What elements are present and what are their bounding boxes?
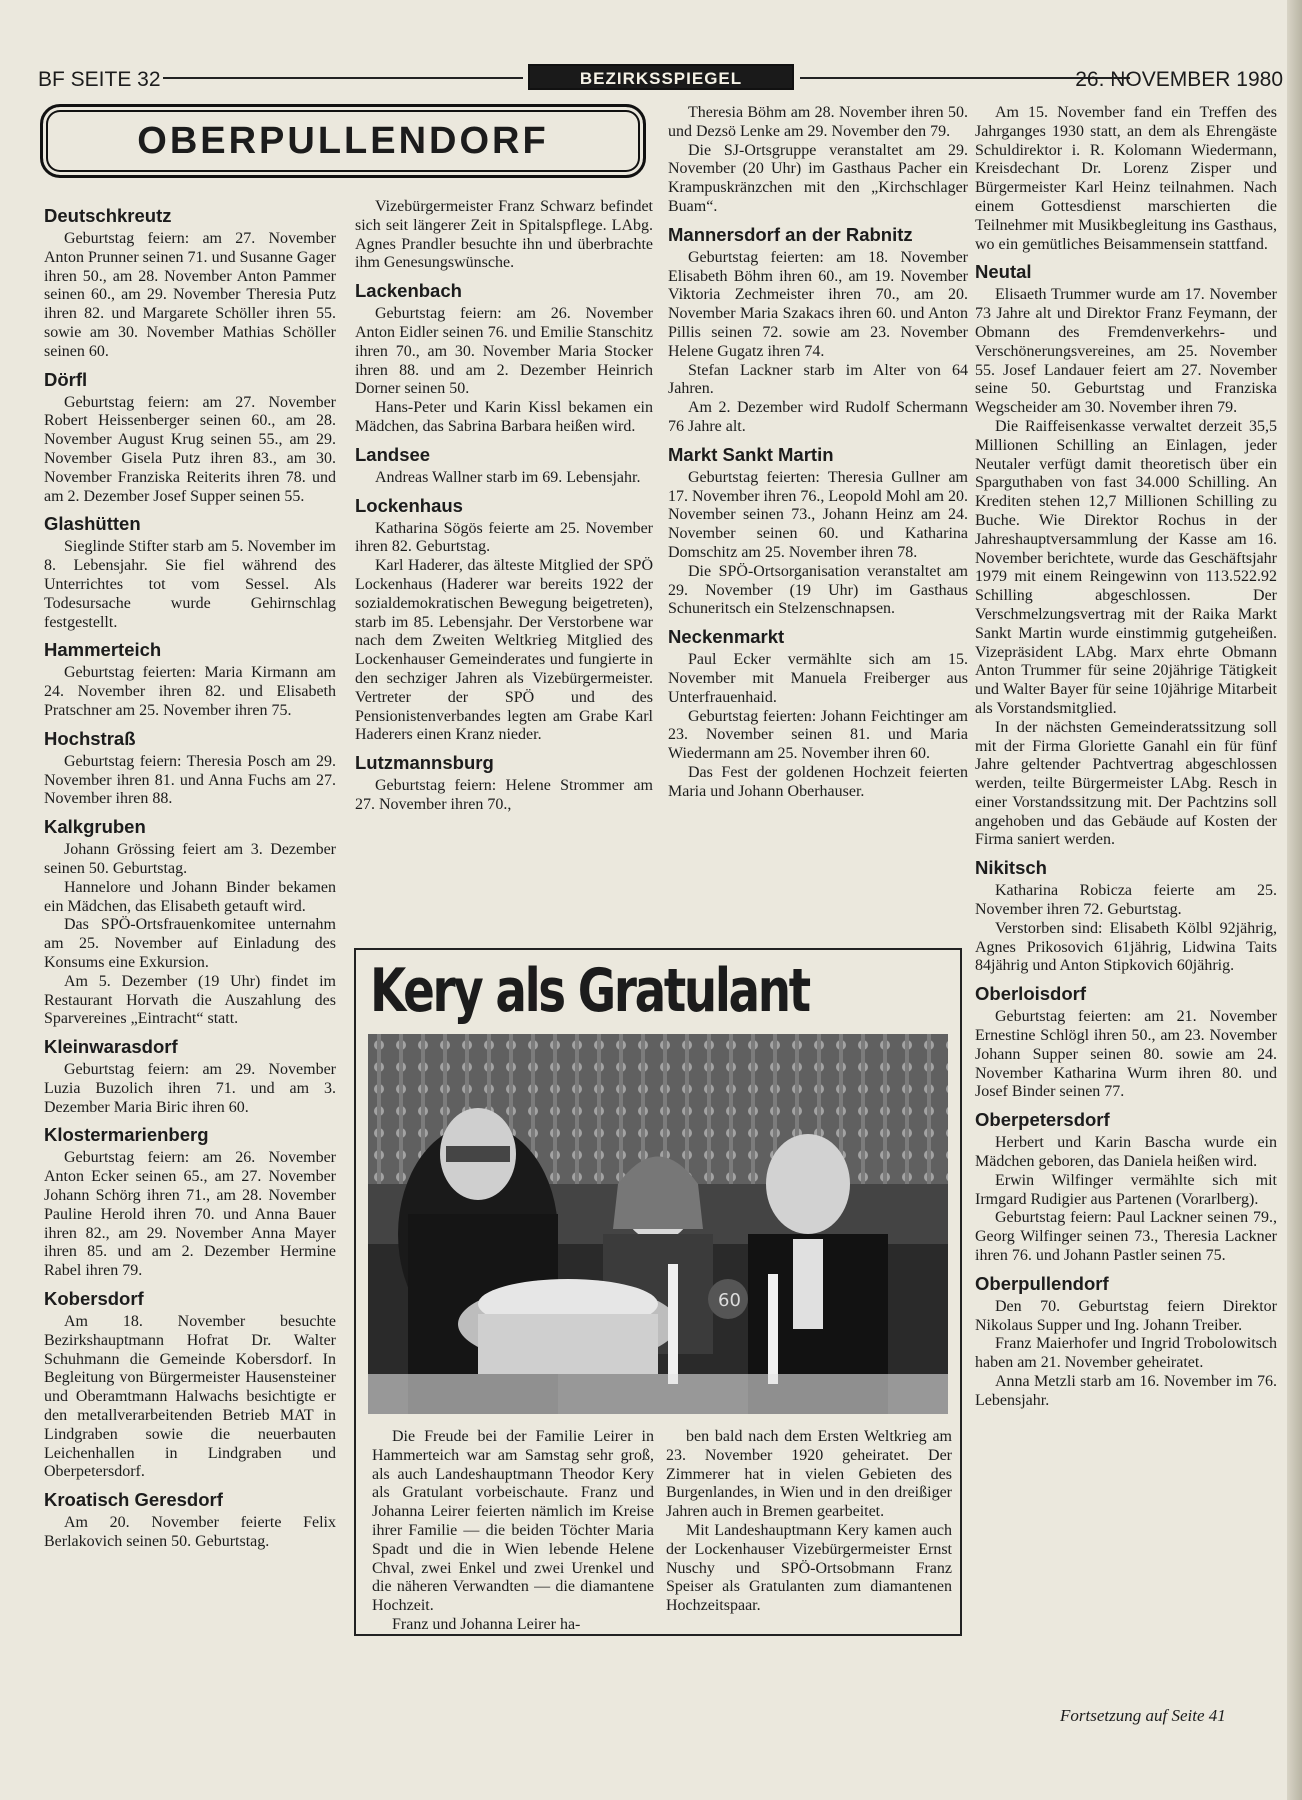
news-paragraph: Geburtstag feiern: Paul Lackner seinen 79., Georg Wilfinger seinen 73., Theresia Lackner ihren 76. und Johann Pastler seinen 75. bbox=[975, 1209, 1277, 1265]
issue-date: 26. NOVEMBER 1980 bbox=[1075, 68, 1283, 91]
section-heading: Landsee bbox=[355, 443, 431, 465]
caption-paragraph: Franz und Johanna Leirer ha- bbox=[392, 1615, 581, 1633]
news-paragraph: Geburtstag feiern: Theresia Posch am 29. November ihren 81. und Anna Fuchs am 27. November ihren 88. bbox=[44, 752, 336, 808]
news-paragraph: Am 2. Dezember wird Rudolf Schermann 76 Jahre alt. bbox=[668, 399, 968, 435]
news-paragraph: Geburtstag feierten: Maria Kirmann am 24. November ihren 82. und Elisabeth Pratschner am 25. November ihren 75. bbox=[44, 664, 336, 719]
column-4 bbox=[975, 104, 1277, 1411]
column-1 bbox=[44, 198, 336, 1552]
news-paragraph: Das Fest der goldenen Hochzeit feierten Maria und Johann Oberhauser. bbox=[668, 763, 968, 800]
section-heading: Dörfl bbox=[44, 368, 88, 390]
section-heading: Oberpetersdorf bbox=[975, 1109, 1110, 1131]
section-heading: Mannersdorf an der Rabnitz bbox=[668, 223, 913, 245]
news-paragraph: Erwin Wilfinger vermählte sich mit Irmgard Rudigier aus Partenen (Vorarlberg). bbox=[975, 1171, 1277, 1208]
section-heading: Hochstraß bbox=[44, 727, 136, 749]
header-rule-left bbox=[163, 77, 523, 80]
page-number: BF SEITE 32 bbox=[38, 68, 161, 91]
news-paragraph: Stefan Lackner starb im Alter von 64 Jahren. bbox=[668, 361, 968, 398]
district-title: OBERPULLENDORF bbox=[137, 119, 549, 162]
section-heading: Oberloisdorf bbox=[975, 983, 1087, 1005]
photo-story-box bbox=[354, 948, 962, 1636]
section-heading: Neutal bbox=[975, 261, 1032, 283]
section-heading: Klostermarienberg bbox=[44, 1124, 209, 1146]
section-heading: Kleinwarasdorf bbox=[44, 1036, 178, 1058]
news-paragraph: Geburtstag feiern: am 29. November Luzia Buzolich ihren 71. und am 3. Dezember Maria Biric ihren 60. bbox=[44, 1061, 336, 1116]
news-paragraph: Am 5. Dezember (19 Uhr) findet im Restaurant Horvath die Auszahlung des Sparvereines „Eintracht“ statt. bbox=[44, 972, 336, 1028]
news-paragraph: Am 18. November besuchte Bezirkshauptmann Hofrat Dr. Walter Schuhmann die Gemeinde Kobersdorf. In Begleitung von Bürgermeister Hausensteiner und Oberamtmann Halwachs besichtigte er den metallverarbeitenden Betrieb MAT in Lindgraben sowie die neuerbauten Leichenhallen in Lindgraben und Oberpetersdorf. bbox=[44, 1313, 336, 1481]
news-paragraph: Katharina Sögös feierte am 25. November ihren 82. Geburtstag. bbox=[355, 519, 653, 556]
news-paragraph: Karl Haderer, das älteste Mitglied der SPÖ Lockenhaus (Haderer war bereits 1922 der sozialdemokratischen Bewegung beigetreten), starb im 85. Lebensjahr. Der Verstorbene war nach dem Zweiten Weltkrieg Mitglied des Lockenhauser Gemeinderates und fungierte in den sechziger Jahren als Vizebürgermeister. Vertreter der SPÖ und des Pensionistenverbandes legten am Grabe Karl Haderers einen Kranz nieder. bbox=[355, 557, 653, 744]
section-heading: Neckenmarkt bbox=[668, 626, 785, 648]
continued-note: Fortsetzung auf Seite 41 bbox=[1060, 1706, 1226, 1725]
news-paragraph: Johann Grössing feiert am 3. Dezember seinen 50. Geburtstag. bbox=[44, 841, 336, 877]
news-paragraph: Den 70. Geburtstag feiern Direktor Nikolaus Supper und Ing. Johann Treiber. bbox=[975, 1297, 1277, 1334]
news-paragraph: Das SPÖ-Ortsfrauenkomitee unternahm am 25. November auf Einladung des Konsums eine Exkursion. bbox=[44, 916, 336, 971]
caption-paragraph: Die Freude bei der Familie Leirer in Hammerteich war am Samstag sehr groß, als auch Landeshauptmann Theodor Kery als Gratulant vorbeischaute. Franz und Johanna Leirer feierten nämlich im Kreise ihrer Familie — die beiden Töchter Maria Spadt und die in Wien lebende Helene Chval, zwei Enkel und zwei Urenkel und die näheren Verwandten — die diamantene Hochzeit. bbox=[372, 1428, 654, 1615]
section-heading: Lackenbach bbox=[355, 280, 462, 302]
news-paragraph: Geburtstag feiern: am 26. November Anton Eidler seinen 76. und Emilie Stanschitz ihren 70., am 30. November Maria Stocker ihren 88. und am 2. Dezember Heinrich Dorner seinen 50. bbox=[355, 305, 653, 398]
section-heading: Glashütten bbox=[44, 513, 141, 535]
section-heading: Lutzmannsburg bbox=[355, 752, 494, 774]
section-heading: Kobersdorf bbox=[44, 1288, 144, 1310]
news-paragraph: Geburtstag feierten: Theresia Gullner am 17. November ihren 76., Leopold Mohl am 20. November seinen 73., Johann Heinz am 24. November seinen 60. und Katharina Domschitz am 25. November ihren 78. bbox=[668, 468, 968, 561]
caption-paragraph: Mit Landeshauptmann Kery kamen auch der Lockenhauser Vizebürgermeister Ernst Nuschy und SPÖ-Ortsobmann Franz Speiser als Gratulanten zum diamantenen Hochzeitspaar. bbox=[666, 1521, 952, 1615]
news-paragraph: Paul Ecker vermählte sich am 15. November mit Manuela Freiberger aus Unterfrauenhaid. bbox=[668, 651, 968, 706]
section-heading: Hammerteich bbox=[44, 639, 162, 661]
news-paragraph: Vizebürgermeister Franz Schwarz befindet sich seit längerer Zeit in Spitalspflege. LAbg. Agnes Prandler besuchte ihn und überbrachte ihm Genesungswünsche. bbox=[355, 198, 653, 272]
photo-headline: Kery als Gratulant bbox=[370, 956, 809, 1026]
couple-photo bbox=[368, 1034, 948, 1414]
caption-paragraph: ben bald nach dem Ersten Weltkrieg am 23. November 1920 geheiratet. Der Zimmerer hat in vielen Gebieten des Burgenlandes, in Wien und in den dreißiger Jahren auch in Bremen gearbeitet. bbox=[666, 1428, 952, 1521]
news-paragraph: Geburtstag feierten: Johann Feichtinger am 23. November seinen 81. und Maria Wiedermann am 25. November ihren 60. bbox=[668, 707, 968, 763]
news-paragraph: Hannelore und Johann Binder bekamen ein Mädchen, das Elisabeth getauft wird. bbox=[44, 878, 336, 915]
section-heading: Kalkgruben bbox=[44, 816, 146, 838]
news-paragraph: Geburtstag feiern: Helene Strommer am 27. November ihren 70., bbox=[355, 777, 653, 813]
district-banner bbox=[40, 104, 646, 178]
news-paragraph: Andreas Wallner starb im 69. Lebensjahr. bbox=[375, 468, 641, 486]
section-heading: Oberpullendorf bbox=[975, 1272, 1109, 1294]
news-paragraph: Geburtstag feierten: am 21. November Ernestine Schlögl ihren 50., am 23. November Johann Supper seinen 80. sowie am 24. November Katharina Wurm ihren 80. und Josef Binder seinen 77. bbox=[975, 1008, 1277, 1101]
news-paragraph: Hans-Peter und Karin Kissl bekamen ein Mädchen, das Sabrina Barbara heißen wird. bbox=[355, 399, 653, 435]
news-paragraph: Geburtstag feiern: am 27. November Robert Heissenberger seinen 60., am 28. November August Krug seinen 55., am 29. November Gisela Putz ihren 83., am 30. November Franziska Reiterits ihren 78. und am 2. Dezember Josef Supper seinen 55. bbox=[44, 393, 336, 505]
caption-right bbox=[666, 1428, 952, 1616]
news-paragraph: Die SJ-Ortsgruppe veranstaltet am 29. November (20 Uhr) im Gasthaus Pacher ein Krampuskränzchen mit den „Kirchschlager Buam“. bbox=[668, 141, 968, 215]
news-paragraph: Franz Maierhofer und Ingrid Trobolowitsch haben am 21. November geheiratet. bbox=[975, 1335, 1277, 1372]
section-heading: Lockenhaus bbox=[355, 494, 463, 516]
news-paragraph: Geburtstag feiern: am 26. November Anton Ecker seinen 65., am 27. November Johann Schörg ihren 71., am 28. November Pauline Herold ihren 70. und Anna Bauer ihren 82., am 29. November Anna Mayer ihren 85. und am 2. Dezember Hermine Rabel ihren 79. bbox=[44, 1149, 336, 1280]
page-edge bbox=[1287, 0, 1302, 1800]
caption-left bbox=[372, 1428, 654, 1635]
news-paragraph: Theresia Böhm am 28. November ihren 50. und Dezsö Lenke am 29. November den 79. bbox=[668, 104, 968, 140]
news-paragraph: Elisaeth Trummer wurde am 17. November 73 Jahre alt und Direktor Franz Feymann, der Obmann des Fremdenverkehrs- und Verschönerungsvereines, am 25. November 55. Josef Landauer feiert am 27. November seine 50. Geburtstag und Franziska Wegscheider am 30. November ihren 79. bbox=[975, 286, 1277, 417]
news-paragraph: Am 20. November feierte Felix Berlakovich seinen 50. Geburtstag. bbox=[44, 1514, 336, 1551]
page-header bbox=[38, 64, 1283, 92]
news-paragraph: Geburtstag feiern: am 27. November Anton Prunner seinen 71. und Susanne Gager ihren 50., am 28. November Anton Pammer seinen 60., am 29. November Theresia Putz ihren 82. und Margarete Schöller ihren 55. sowie am 30. November Mathias Schöller seinen 60. bbox=[44, 230, 336, 360]
column-2 bbox=[355, 198, 653, 815]
section-label: BEZIRKSSPIEGEL bbox=[528, 64, 794, 90]
news-paragraph: Anna Metzli starb am 16. November im 76. Lebensjahr. bbox=[975, 1373, 1277, 1409]
section-heading: Kroatisch Geresdorf bbox=[44, 1489, 223, 1511]
news-paragraph: Herbert und Karin Bascha wurde ein Mädchen geboren, das Daniela heißen wird. bbox=[975, 1134, 1277, 1171]
cake-number: 60 bbox=[718, 1290, 741, 1311]
section-heading: Deutschkreutz bbox=[44, 205, 172, 226]
section-heading: Markt Sankt Martin bbox=[668, 443, 834, 465]
news-paragraph: Die Raiffeisenkasse verwaltet derzeit 35,5 Millionen Schilling an Einlagen, jeder Neutaler verfügt damit theoretisch über ein Sparguthaben von fast 34.000 Schilling. An Krediten stehen 12,7 Millionen Schilling zu Buche. Wie Direktor Rochus in der Jahreshauptversammlung der Kasse am 16. November berichtete, wurde das Geschäftsjahr 1979 mit einem Reingewinn von 113.522.92 Schilling abgeschlossen. Der Verschmelzungsvertrag mit der Raika Markt Sankt Martin wurde einstimmig gutgeheißen. Vizepräsident LAbg. Marx ehrte Obmann Anton Trummer für seine 20jährige Tätigkeit und Walter Bayer für seine 10jährige Mitarbeit als Vorstandsmitglied. bbox=[975, 417, 1277, 717]
news-paragraph: In der nächsten Gemeinderatssitzung soll mit der Firma Gloriette Ganahl ein für fünf Jahre geltender Pachtvertrag abgeschlossen werden, teilte Bürgermeister LAbg. Resch in einer Vorstandssitzung mit. Der Pachtzins soll angehoben und das Gebäude auf Kosten der Firma saniert werden. bbox=[975, 718, 1277, 849]
news-paragraph: Die SPÖ-Ortsorganisation veranstaltet am 29. November (19 Uhr) im Gasthaus Schuneritsch ein Stelzenschnapsen. bbox=[668, 562, 968, 618]
news-paragraph: Sieglinde Stifter starb am 5. November im 8. Lebensjahr. Sie fiel während des Unterrichtes tot vom Sessel. Als Todesursache wurde Gehirnschlag festgestellt. bbox=[44, 538, 336, 631]
news-paragraph: Katharina Robicza feierte am 25. November ihren 72. Geburtstag. bbox=[975, 882, 1277, 919]
column-3 bbox=[668, 104, 968, 802]
news-paragraph: Geburtstag feierten: am 18. November Elisabeth Böhm ihren 60., am 19. November Viktoria Zechmeister ihren 70., am 20. November Maria Szakacs ihren 60. und Anton Pillis seinen 72. sowie am 23. November Helene Gugatz ihren 74. bbox=[668, 248, 968, 360]
news-paragraph: Am 15. November fand ein Treffen des Jahrganges 1930 statt, an dem als Ehrengäste Schuldirektor i. R. Kolomann Wiedermann, Kreisdechant Dr. Lorenz Zisper und Bürgermeister Karl Heinz teilnahmen. Nach einem Gottesdienst marschierten die Teilnehmer mit Musikbegleitung ins Gasthaus, wo ein gemütliches Beisammensein stattfand. bbox=[975, 104, 1277, 253]
news-paragraph: Verstorben sind: Elisabeth Kölbl 92jährig, Agnes Prikosovich 61jährig, Lidwina Taits 84jährig und Anton Stipkovich 60jährig. bbox=[975, 919, 1277, 975]
section-heading: Nikitsch bbox=[975, 857, 1047, 879]
